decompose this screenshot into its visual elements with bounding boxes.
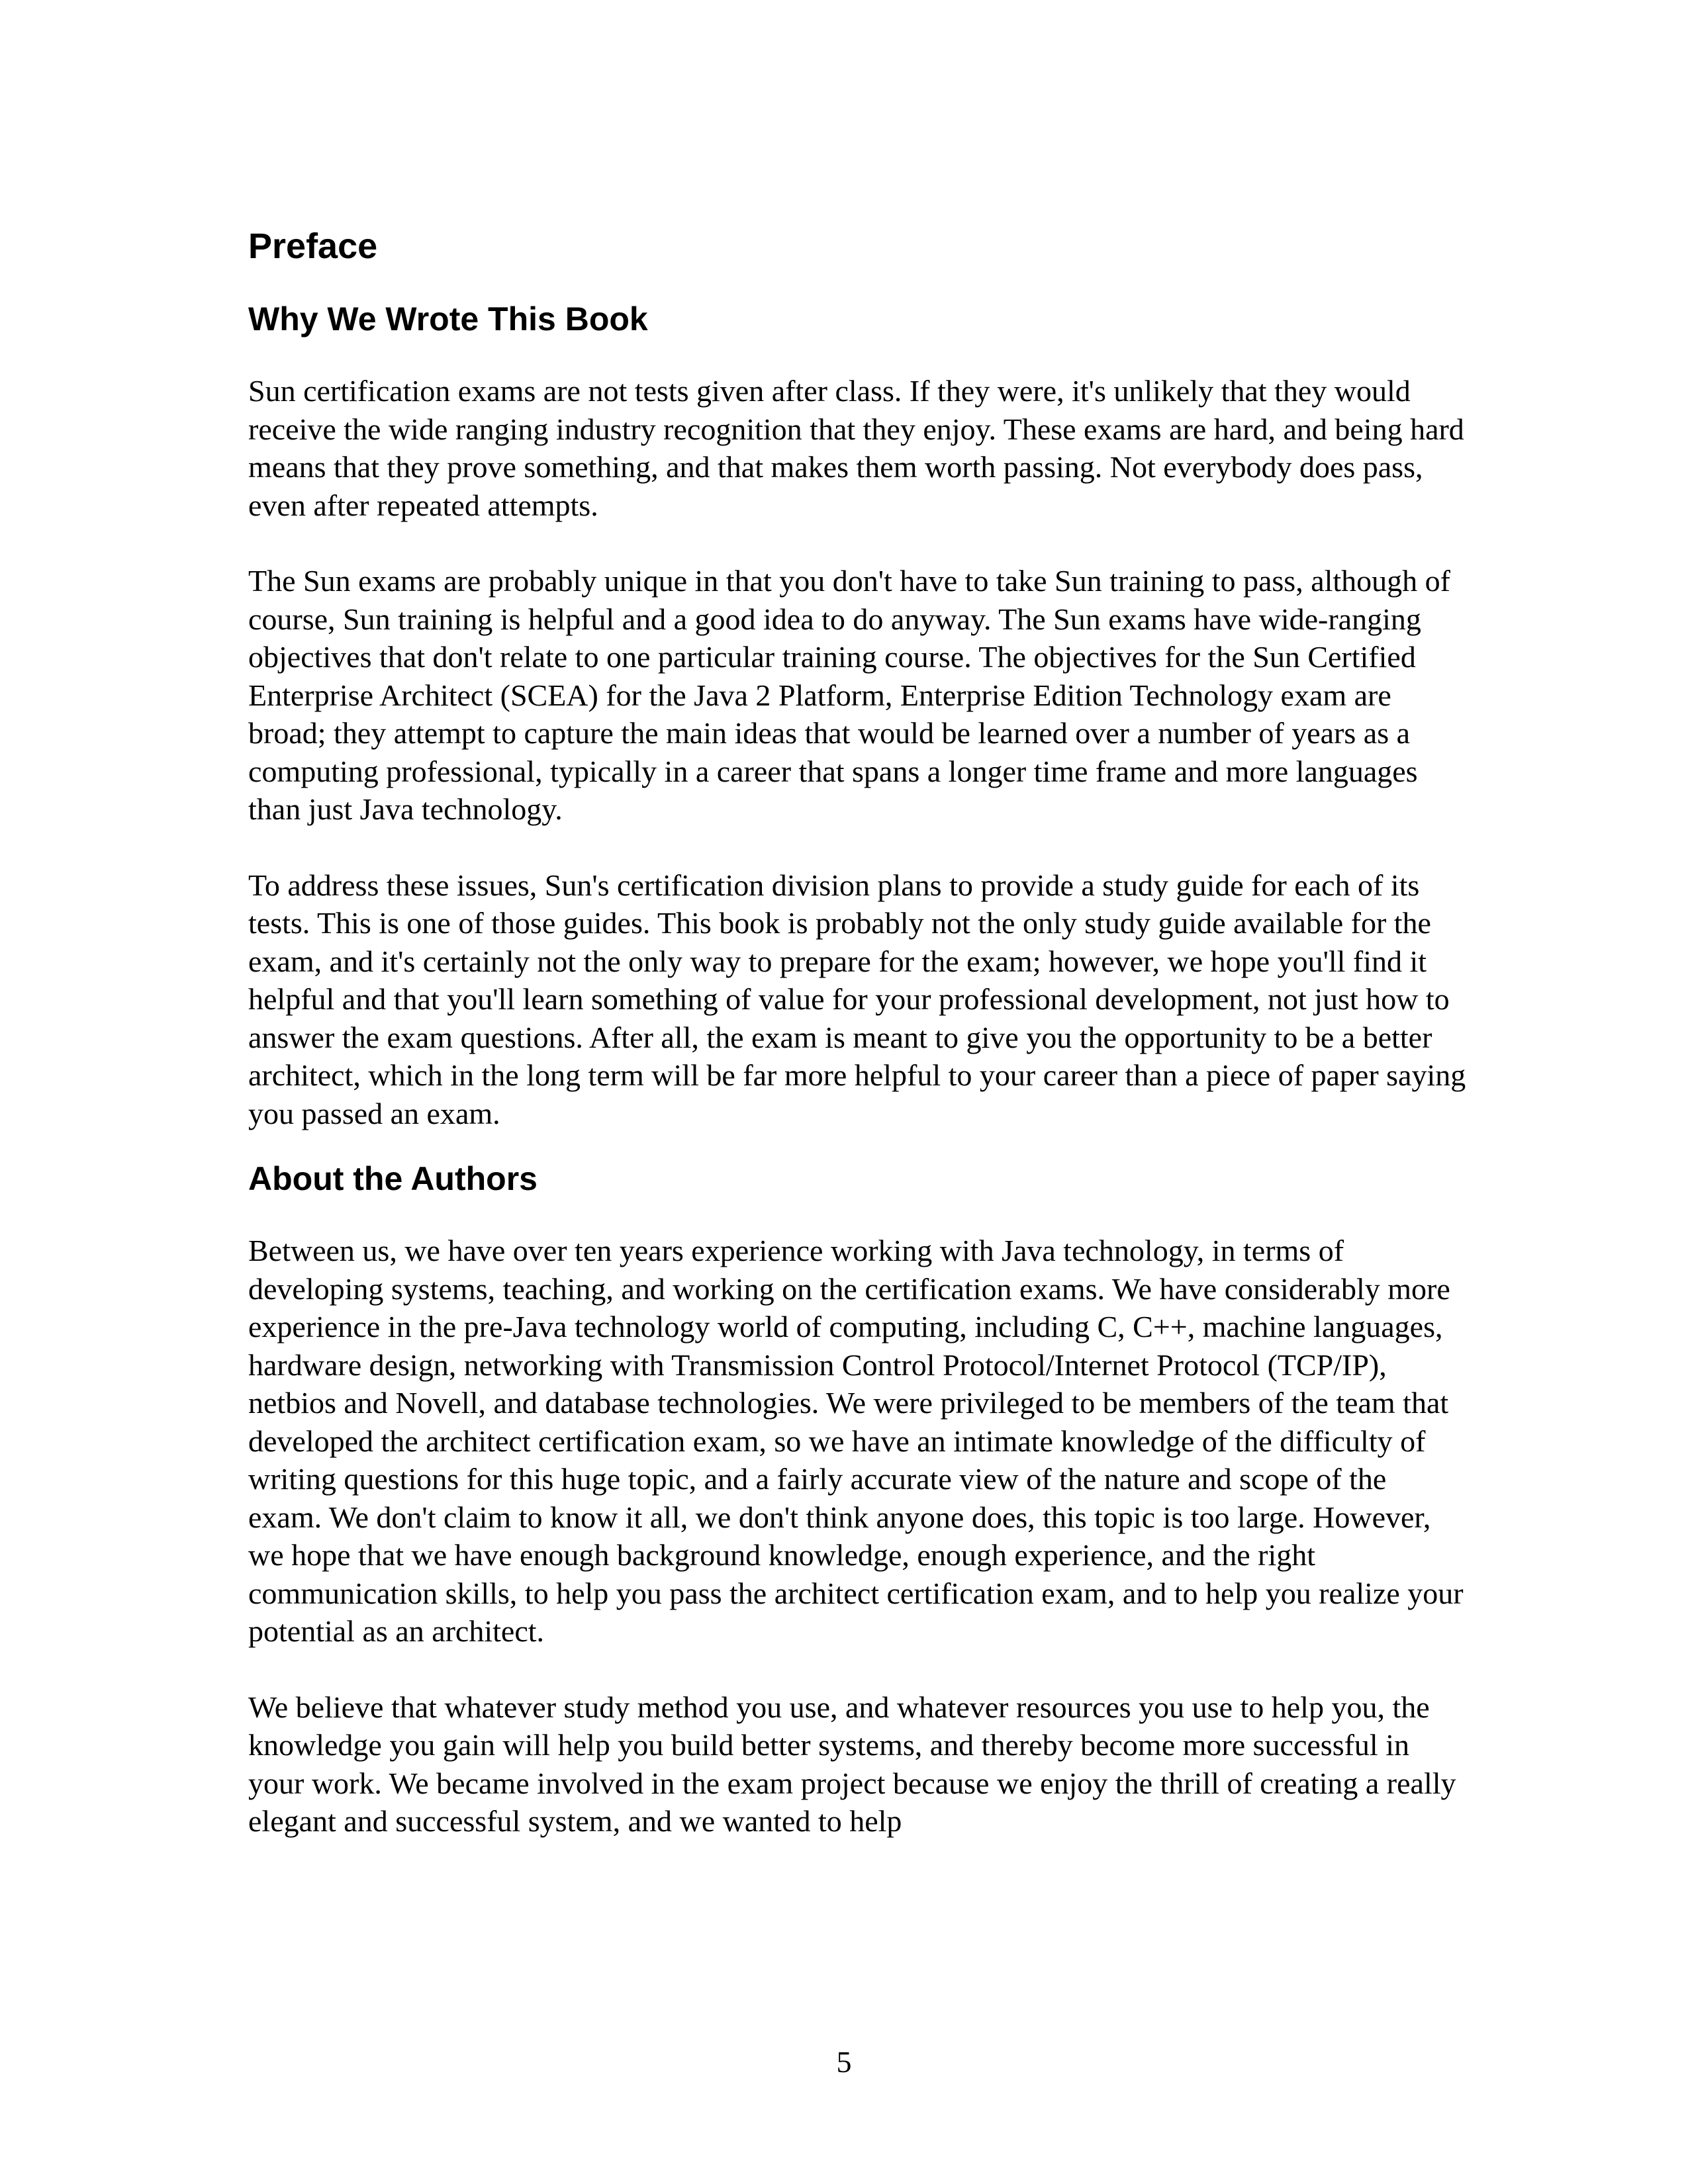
paragraph: To address these issues, Sun's certification division plans to provide a study guide for each of its tests. This is one of those guides. This book is probably not the only study guide available for the exam, and it's certainly not the only way to prepare for the exam; however, we hope you'll find it helpful and that you'll learn something of value for your professional development, not just how to answer the exam questions. After all, the exam is meant to give you the opportunity to be a better architect, which in the long term will be far more helpful to your career than a piece of paper saying you passed an exam. (248, 868, 1466, 1130)
section-heading-about-authors: About the Authors (248, 1160, 538, 1197)
section-heading-why-we-wrote: Why We Wrote This Book (248, 300, 648, 338)
paragraph: We believe that whatever study method you use, and whatever resources you use to help you, the knowledge you gain will help you build better systems, and thereby become more successful in your work. We became involved in the exam project because we enjoy the thrill of creating a really elegant and successful system, and we wanted to help (248, 1690, 1456, 1838)
page-content (248, 225, 1466, 1878)
paragraph: Sun certification exams are not tests given after class. If they were, it's unlikely that they would receive the wide ranging industry recognition that they enjoy. These exams are hard, and being hard means that they prove something, and that makes them worth passing. Not everybody does pass, even after repeated attempts. (248, 374, 1464, 522)
paragraph: The Sun exams are probably unique in that you don't have to take Sun training to pass, although of course, Sun training is helpful and a good idea to do anyway. The Sun exams have wide-ranging objectives that don't relate to one particular training course. The objectives for the Sun Certified Enterprise Architect (SCEA) for the Java 2 Platform, Enterprise Edition Technology exam are broad; they attempt to capture the main ideas that would be learned over a number of years as a computing professional, typically in a career that spans a longer time frame and more languages than just Java technology. (248, 564, 1450, 826)
paragraph: Between us, we have over ten years experience working with Java technology, in terms of developing systems, teaching, and working on the certification exams. We have considerably more experience in the pre-Java technology world of computing, including C, C++, machine languages, hardware design, networking with Transmission Control Protocol/Internet Protocol (TCP/IP), netbios and Novell, and database technologies. We were privileged to be members of the team that developed the architect certification exam, so we have an intimate knowledge of the difficulty of writing questions for this huge topic, and a fairly accurate view of the nature and scope of the exam. We don't claim to know it all, we don't think anyone does, this topic is too large. However, we hope that we have enough background knowledge, enough experience, and the right communication skills, to help you pass the architect certification exam, and to help you realize your potential as an architect. (248, 1234, 1464, 1648)
page-number: 5 (836, 2045, 852, 2079)
page-title: Preface (248, 226, 378, 266)
